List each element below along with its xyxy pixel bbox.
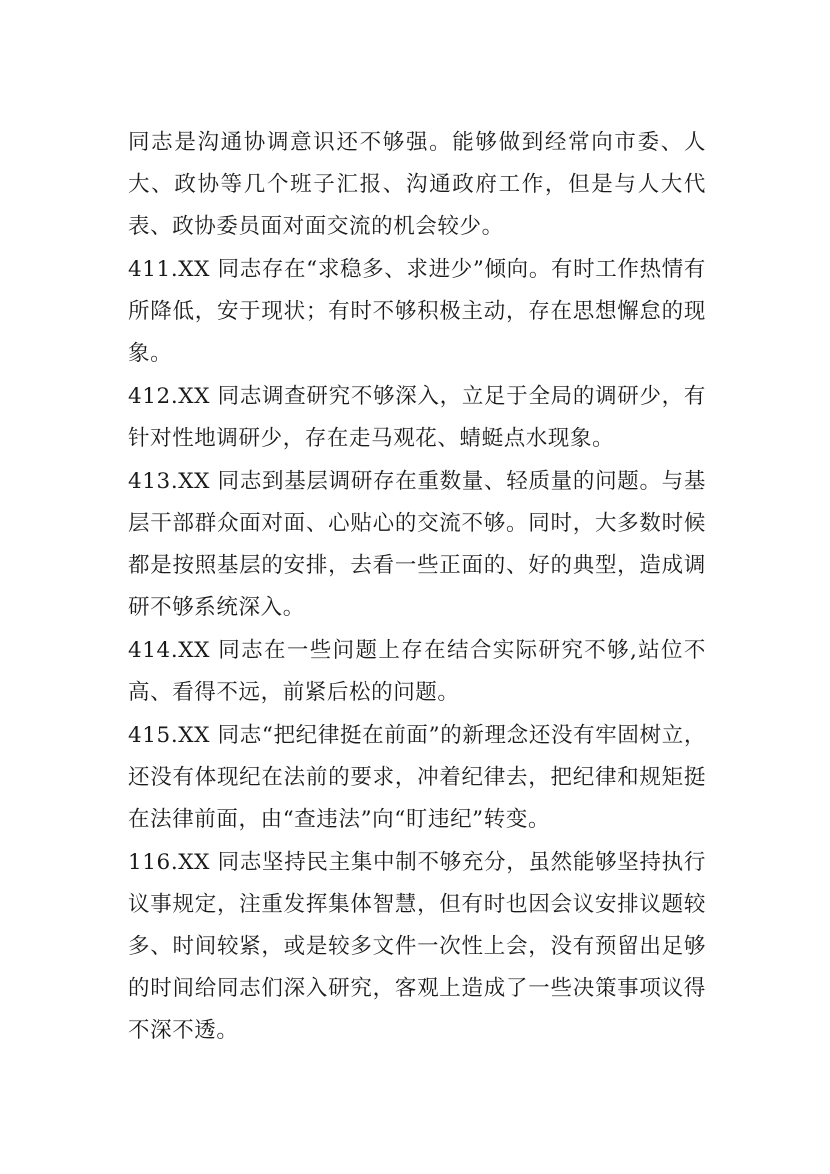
paragraph: 414.XX 同志在一些问题上存在结合实际研究不够,站位不高、看得不远，前紧后松的问题。 — [128, 638, 706, 705]
paragraph: 412.XX 同志调查研究不够深入，立足于全局的调研少，有针对性地调研少，存在走马观花、蜻蜓点水现象。 — [128, 384, 706, 451]
paragraph: 415.XX 同志“把纪律挺在前面”的新理念还没有牢固树立，还没有体现纪在法前的要求，冲着纪律去，把纪律和规矩挺在法律前面，由“查违法”向“盯违纪”转变。 — [128, 723, 706, 832]
paragraph: 413.XX 同志到基层调研存在重数量、轻质量的问题。与基层干部群众面对面、心贴心的交流不够。同时，大多数时候都是按照基层的安排，去看一些正面的、好的典型，造成调研不够系统深入。 — [128, 469, 706, 620]
document-body — [128, 122, 706, 1053]
paragraph: 同志是沟通协调意识还不够强。能够做到经常向市委、人大、政协等几个班子汇报、沟通政府工作，但是与人大代表、政协委员面对面交流的机会较少。 — [128, 130, 706, 239]
paragraph: 116.XX 同志坚持民主集中制不够充分，虽然能够坚持执行议事规定，注重发挥集体智慧，但有时也因会议安排议题较多、时间较紧，或是较多文件一次性上会，没有预留出足够的时间给同志们深入研究，客观上造成了一些决策事项议得不深不透。 — [128, 850, 706, 1043]
paragraph: 411.XX 同志存在“求稳多、求进少”倾向。有时工作热情有所降低，安于现状；有时不够积极主动，存在思想懈怠的现象。 — [128, 257, 706, 366]
